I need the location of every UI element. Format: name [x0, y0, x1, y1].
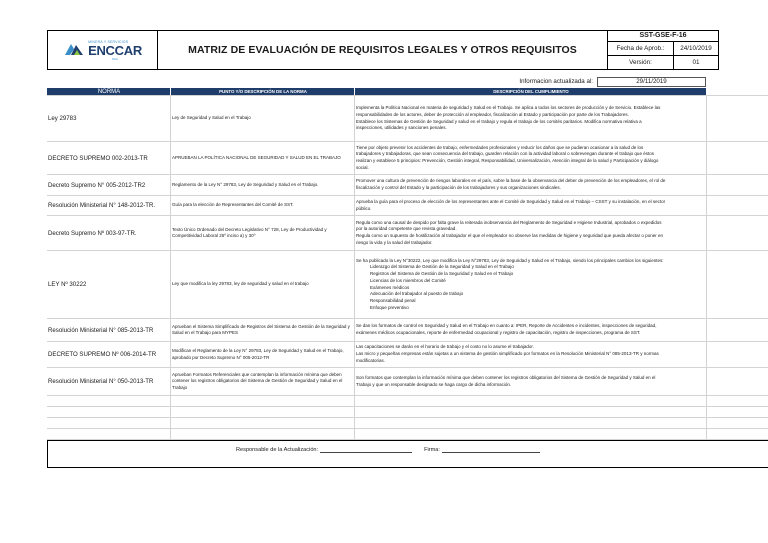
table-row	[47, 196, 768, 216]
norma-cell: DECRETO SUPREMO 002-2013-TR	[47, 142, 171, 174]
cumplimiento-cell	[355, 196, 707, 215]
header-cumplimiento: DESCRIPCIÓN DEL CUMPLIMIENTO	[355, 88, 707, 95]
punto-cell: APRUEBAN LA POLÍTICA NACIONAL DE SEGURIDAD Y SALUD EN EL TRABAJO	[171, 142, 355, 174]
firma-label: Firma:	[424, 447, 440, 453]
cumplimiento-line: Trabajo y que un responsable designado se haga cargo de dicha información.	[356, 381, 512, 387]
cumplimiento-line: Son formatos que contemplan la información mínima que deben contener los registros obligatorios del Sistema de Gestión de Seguridad y Salud en el	[356, 374, 656, 380]
document-title: MATRIZ DE EVALUACIÓN DE REQUISITOS LEGALES Y OTROS REQUISITOS	[158, 31, 608, 69]
cumplimiento-cell	[355, 342, 707, 367]
norma-cell: Ley 29783	[47, 96, 171, 141]
cumplimiento-line: público.	[356, 205, 372, 211]
version-value: 01	[692, 59, 700, 66]
firma-blank[interactable]	[442, 446, 540, 453]
empty-table-row	[47, 429, 768, 440]
table-row	[47, 319, 768, 342]
empty-table-row	[47, 407, 768, 418]
cumplimiento-cell	[355, 142, 707, 174]
approval-date-row	[608, 42, 718, 56]
cumplimiento-line: Tiene por objeto prevenir los accidentes de trabajo, enfermedades profesionales y reducir los daños que se pudieran ocasionar a la salud de los	[356, 144, 644, 150]
document-meta	[608, 31, 718, 69]
cumplimiento-line: Se dan los formatos de control en Seguridad y Salud en el Trabajo en cuanto a: IPER, Reporte de Accidentes e incidentes, inspecciones de seguridad,	[356, 323, 657, 329]
logo-name: ENCCAR	[88, 42, 142, 58]
cumplimiento-line: Regula como un supuesto de hostilización al trabajador el que el empleador no observe las medidas de higiene y seguridad que pueda afectar o poner en	[356, 233, 663, 238]
punto-cell: Aprueban Formatos Referenciales que contemplan la información mínima que deben contener los registros obligatorios del Sistema de Gestión de Seguridad y Salud en el Trabajo	[171, 368, 355, 395]
document-header	[47, 30, 719, 70]
norma-cell: Resolución Ministerial N° 085-2013-TR	[47, 319, 171, 341]
empty-table-row	[47, 396, 768, 407]
cumplimiento-line: realizan y establece 5 principios: Prevención, Gestión integral, Responsabilidad, Universalización, Atención integral de la salud y Participación y diálogo	[356, 158, 659, 163]
table-row	[47, 96, 768, 142]
header-norma: NORMA	[47, 88, 171, 95]
punto-cell: Guía para la elección de Representantes del Comité de SST.	[171, 196, 355, 215]
cumplimiento-cell	[355, 368, 707, 395]
cumplimiento-cell	[355, 96, 707, 141]
company-logo	[48, 31, 158, 69]
cumplimiento-line: Establece los Sistemas de Gestión de Seguridad y salud en el trabajo y regula el trabajo de los comités paritarios. Modifica normativa relativa a	[356, 118, 642, 124]
table-row	[47, 251, 768, 319]
punto-cell: Ley que modifica la ley 29783, ley de seguridad y salud en el trabajo	[171, 251, 355, 318]
responsable-blank[interactable]	[320, 446, 412, 453]
cumplimiento-line: exámenes médicos ocupacionales, reporte de enfermedad ocupacional y registro de capacitación, registro de inspecciones, programa de SST.	[356, 330, 641, 335]
table-row	[47, 175, 768, 196]
cumplimiento-line: trabajadores y trabajadoras, que sean consecuencia del trabajo, guarden relación con la actividad laboral o sobrevengan durante el trabajo que éstos	[356, 151, 654, 157]
approval-date-label: Fecha de Aprob.:	[608, 42, 674, 55]
punto-cell: Reglamento de la Ley N° 29783, Ley de Seguridad y Salud en el Trabajo.	[171, 175, 355, 195]
cumplimiento-line: Adecuación del trabajador al puesto de trabajo	[370, 291, 464, 297]
table-row	[47, 342, 768, 368]
requirements-table	[47, 88, 768, 440]
logo-tagline: MINERA Y SERVICIOS	[88, 39, 129, 44]
update-date: 29/11/2019	[597, 77, 706, 87]
cumplimiento-line: Responsabilidad penal	[370, 297, 416, 303]
cumplimiento-cell	[355, 175, 707, 195]
cumplimiento-line: Exámenes médicos	[370, 284, 410, 290]
version-row	[608, 56, 718, 69]
logo-suffix: SAC	[111, 56, 119, 61]
norma-cell: DECRETO SUPREMO Nº 006-2014-TR	[47, 342, 171, 367]
norma-cell: LEY Nº 30222	[47, 251, 171, 318]
cumplimiento-line: Liderazgo del Sistema de Gestión de la Seguridad y Salud en el Trabajo	[370, 264, 514, 270]
cumplimiento-line: Enfoque preventivo	[370, 304, 409, 310]
version-label: Versión:	[608, 56, 674, 69]
norma-cell: Resolución Ministerial N° 148-2012-TR.	[47, 196, 171, 215]
cumplimiento-line: Las capacitaciones se darán en el horario de trabajo y el costo no lo asume el trabajador.	[356, 344, 534, 350]
cumplimiento-line: Implementa la Política Nacional en materia de seguridad y Salud en el Trabajo. Se aplica a todos los sectores de producción y de Servicio. Establece las	[356, 105, 661, 111]
cumplimiento-line: Licencias de los miembros del Comité	[370, 277, 446, 283]
cumplimiento-line: Aprueba la guía para el proceso de elección de los representantes ante el Comité de Seguridad y Salud en el Trabajo – CSST y su instalación, en el sector	[356, 198, 666, 204]
update-label: Informacion actualizada al:	[519, 78, 593, 85]
header-punto: PUNTO Y/O DESCRIPCIÓN DE LA NORMA	[171, 88, 355, 95]
cumplimiento-line: Se ha publicado la Ley N°30222, Ley que modifica la Ley N°29783, Ley de Seguridad y Salud en el Trabajo, siendo los principales cambios los siguientes:	[356, 257, 664, 263]
cumplimiento-line: Registros del Sistema de Gestión de la Seguridad y Salud en el Trabajo	[370, 271, 514, 277]
punto-cell: Aprueban el Sistema Simplificado de Registros del Sistema de Gestión de la Seguridad y Salud en el Trabajo para MYPES	[171, 319, 355, 341]
cumplimiento-line: modificatorias.	[356, 357, 386, 363]
norma-cell: Decreto Supremo Nº 003-97-TR.	[47, 216, 171, 250]
cumplimiento-line: Las micro y pequeñas empresas están sujetas a un sistema de gestión simplificado por formatos en la Resolución Ministerial N° 085-2013-TR y normas	[356, 351, 659, 357]
norma-cell: Decreto Supremo N° 005-2012-TR2	[47, 175, 171, 195]
cumplimiento-cell	[355, 216, 707, 250]
signature-line	[236, 446, 540, 453]
cumplimiento-cell	[355, 319, 707, 341]
table-header	[47, 88, 768, 96]
enccar-logo-icon	[63, 41, 85, 59]
cumplimiento-line: Regula como una causal de despido por falta grave la reiterada inobservancia del Reglamento de Seguridad e Higiene Industrial, aprobados o expedidos	[356, 219, 662, 225]
punto-cell: Texto Único Ordenado del Decreto Legislativo N° 728, Ley de Productividad y Competitividad Laboral 25º inciso a) y 30º	[171, 216, 355, 250]
punto-cell: Ley de Seguridad y Salud en el Trabajo	[171, 96, 355, 141]
update-info	[353, 77, 706, 87]
cumplimiento-line: fiscalización y control del Estado y la participación de los trabajadores y sus organizaciones sindicales.	[356, 185, 561, 190]
cumplimiento-line: inspecciones, utilidades y sanciones penales.	[356, 125, 447, 131]
document-code: SST-GSE-F-16	[608, 31, 718, 42]
cumplimiento-line: Promover una cultura de prevención de riesgos laborales en el país, sobre la base de la observancia del deber de prevención de los empleadores, el rol de	[356, 178, 666, 184]
table-row	[47, 142, 768, 175]
cumplimiento-cell	[355, 251, 707, 318]
table-row	[47, 368, 768, 396]
responsable-label: Responsable de la Actualización:	[236, 447, 319, 453]
cumplimiento-line: social.	[356, 164, 369, 170]
cumplimiento-line: por la autoridad competente que revista gravedad.	[356, 226, 457, 232]
approval-date-value: 24/10/2019	[680, 45, 712, 52]
punto-cell: Modifican el Reglamento de la Ley N° 29783, Ley de Seguridad y Salud en el Trabajo, aprobado por Decreto Supremo N° 005-2012-TR	[171, 342, 355, 367]
document-footer	[47, 440, 768, 468]
cumplimiento-line: responsabilidades de los actores, deber de protección al empleador, fiscalización al Estado y participación por parte de los Trabajadores.	[356, 111, 629, 117]
norma-cell: Resolución Ministerial N° 050-2013-TR	[47, 368, 171, 395]
empty-table-row	[47, 418, 768, 429]
table-row	[47, 216, 768, 251]
cumplimiento-line: riesgo la vida y la salud del trabajador.	[356, 239, 433, 245]
